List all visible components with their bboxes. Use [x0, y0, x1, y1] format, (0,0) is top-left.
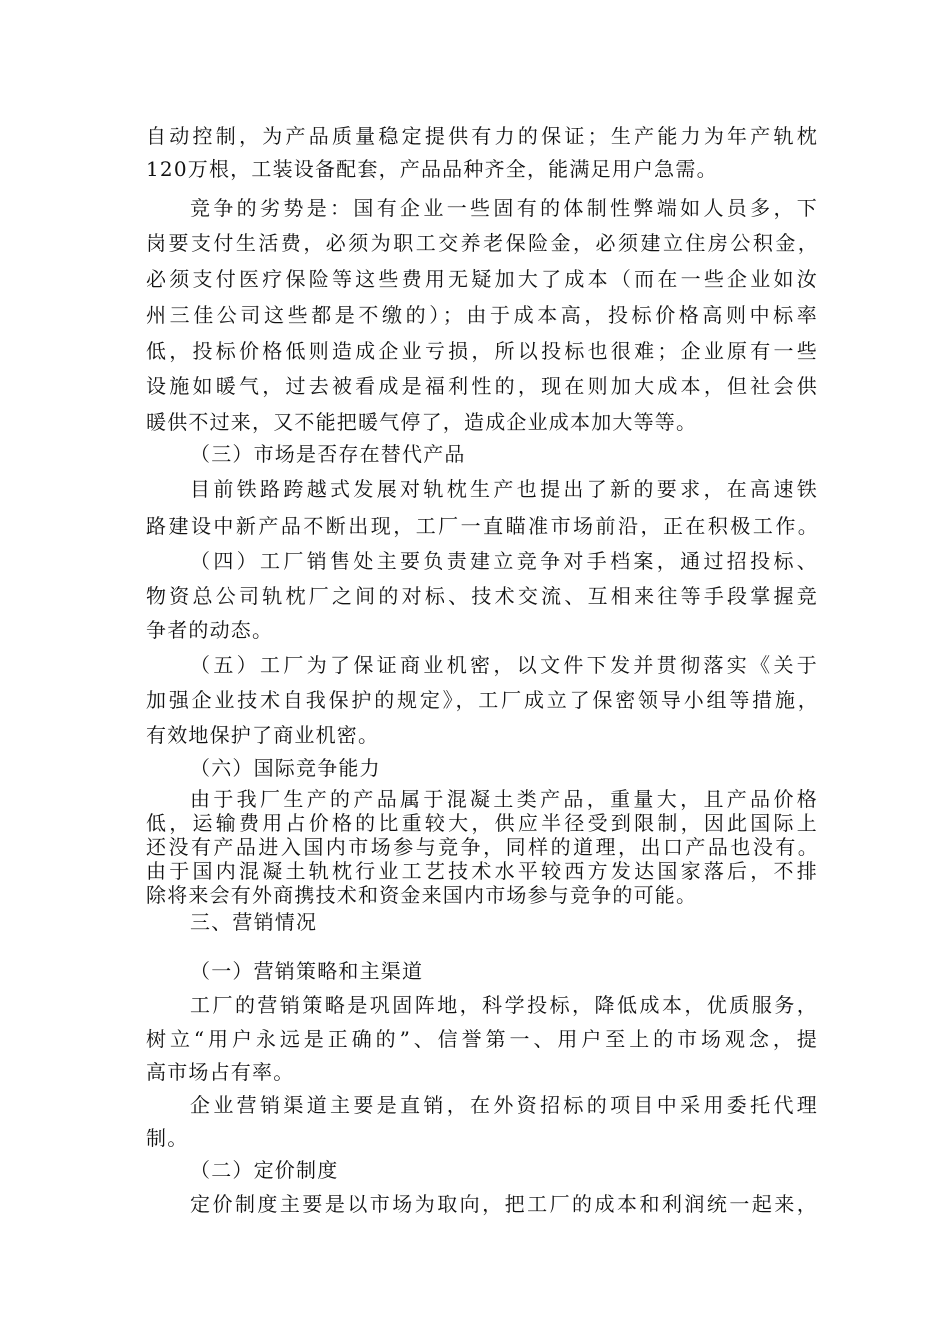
paragraph-line: （五）工厂为了保证商业机密，以文件下发并贯彻落实《关于 — [190, 653, 818, 677]
paragraph-line: 企业营销渠道主要是直销，在外资招标的项目中采用委托代理 — [190, 1093, 818, 1117]
paragraph-line: 争者的动态。 — [146, 618, 274, 642]
paragraph-line: 物资总公司轨枕厂之间的对标、技术交流、互相来往等手段掌握竞 — [146, 584, 818, 608]
paragraph-line: 低，运输费用占价格的比重较大，供应半径受到限制，因此国际上 — [146, 811, 818, 835]
section-heading: （六）国际竞争能力 — [190, 756, 381, 780]
paragraph-line: 加强企业技术自我保护的规定》，工厂成立了保密领导小组等措施， — [146, 688, 818, 712]
paragraph-line: 岗要支付生活费，必须为职工交养老保险金，必须建立住房公积金， — [146, 231, 818, 255]
paragraph-line: 有效地保护了商业机密。 — [146, 723, 380, 747]
section-heading: （二）定价制度 — [190, 1158, 339, 1182]
paragraph-line: 设施如暖气，过去被看成是福利性的，现在则加大成本，但社会供 — [146, 374, 818, 398]
paragraph-line: 由于国内混凝土轨枕行业工艺技术水平较西方发达国家落后，不排 — [146, 859, 818, 883]
paragraph-line: 低，投标价格低则造成企业亏损，所以投标也很难；企业原有一些 — [146, 339, 818, 363]
paragraph-line: 定价制度主要是以市场为取向，把工厂的成本和利润统一起来， — [190, 1192, 818, 1216]
paragraph-line: 工厂的营销策略是巩固阵地，科学投标，降低成本，优质服务， — [190, 993, 818, 1017]
paragraph-line: 目前铁路跨越式发展对轨枕生产也提出了新的要求，在高速铁 — [190, 477, 818, 501]
paragraph-line: 暖供不过来，又不能把暖气停了，造成企业成本加大等等。 — [146, 410, 698, 434]
paragraph-line: 州三佳公司这些都是不缴的）；由于成本高，投标价格高则中标率 — [146, 303, 818, 327]
paragraph-line: 由于我厂生产的产品属于混凝土类产品，重量大，且产品价格 — [190, 787, 818, 811]
section-heading: （三）市场是否存在替代产品 — [190, 442, 466, 466]
paragraph-line: 竞争的劣势是：国有企业一些固有的体制性弊端如人员多，下 — [190, 196, 818, 220]
paragraph-line: 制。 — [146, 1126, 189, 1150]
paragraph-line: 自动控制，为产品质量稳定提供有力的保证；生产能力为年产轨枕 — [146, 124, 818, 148]
section-heading: （一）营销策略和主渠道 — [190, 959, 424, 983]
paragraph-line: 120万根，工装设备配套，产品品种齐全，能满足用户急需。 — [146, 157, 718, 181]
paragraph-line: 高市场占有率。 — [146, 1060, 295, 1084]
paragraph-line: 必须支付医疗保险等这些费用无疑加大了成本（而在一些企业如汝 — [146, 267, 818, 291]
paragraph-line: （四）工厂销售处主要负责建立竞争对手档案，通过招投标、 — [190, 549, 818, 573]
paragraph-line: 路建设中新产品不断出现，工厂一直瞄准市场前沿，正在积极工作。 — [146, 514, 818, 538]
section-heading: 三、营销情况 — [190, 910, 318, 934]
paragraph-line: 树立“用户永远是正确的”、信誉第一、用户至上的市场观念，提 — [146, 1027, 818, 1051]
paragraph-line: 还没有产品进入国内市场参与竞争，同样的道理，出口产品也没有。 — [146, 835, 818, 859]
paragraph-line: 除将来会有外商携技术和资金来国内市场参与竞争的可能。 — [146, 883, 698, 907]
